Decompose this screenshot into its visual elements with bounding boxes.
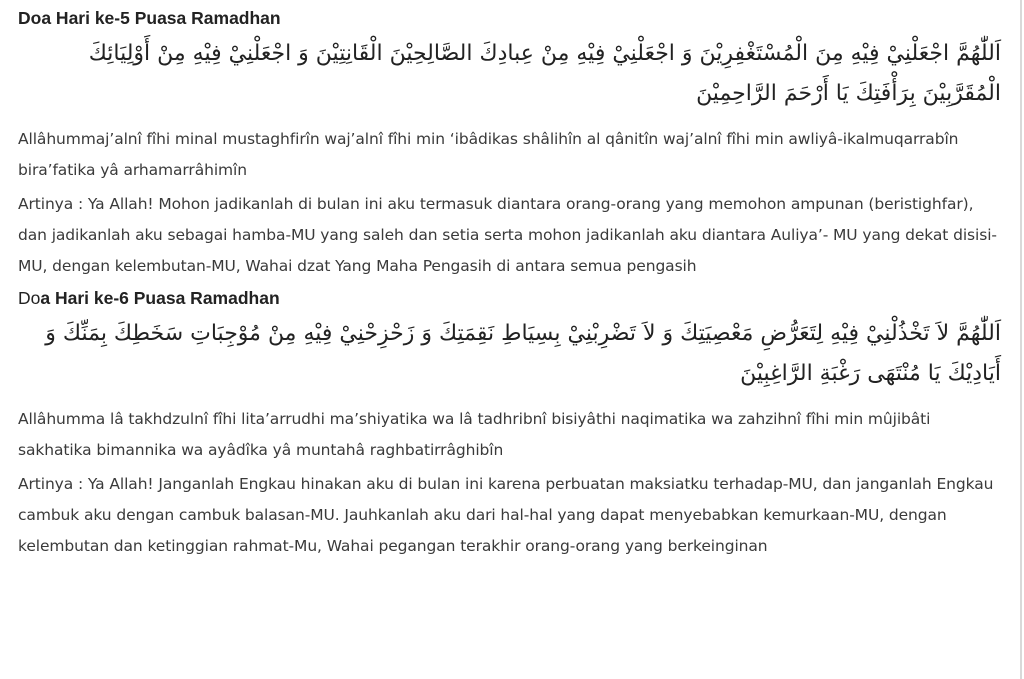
section-heading-day6 (18, 286, 1003, 310)
heading-text: a Hari ke-6 Puasa Ramadhan (40, 288, 280, 308)
article-content (18, 6, 1003, 565)
arabic-prayer-day6: اَللّٰهُمَّ لاَ تَخْذُلْنِيْ فِيْهِ لِتَعَرُّضِ مَعْصِيَتِكَ وَ لاَ تَضْرِبْنِيْ بِسِيَاطِ نَقِمَتِكَ وَ زَحْزِحْنِيْ فِيْهِ مِنْ مُوْجِبَاتِ سَخَطِكَ بِمَنِّكَ وَ أَيَادِيْكَ يَا مُنْتَهَى رَغْبَةِ الرَّاغِبِيْنَ (45, 321, 1001, 386)
arabic-prayer-day5: اَللّٰهُمَّ اجْعَلْنِيْ فِيْهِ مِنَ الْمُسْتَغْفِرِيْنَ وَ اجْعَلْنِيْ فِيْهِ مِنْ عِبادِكَ الصَّالِحِيْنَ الْقَانِتِيْنَ وَ اجْعَلْنِيْ فِيْهِ مِنْ أَوْلِيَائِكَ الْمُقَرَّبِيْنَ بِرَأْفَتِكَ يَا أَرْحَمَ الرَّاحِمِيْنَ (88, 41, 1001, 106)
heading-text: Hari ke-5 Puasa Ramadhan (51, 8, 281, 28)
heading-prefix: Do (18, 288, 41, 308)
heading-prefix: Doa (18, 8, 52, 28)
section-heading-day5 (18, 6, 1003, 30)
transliteration-day5: Allâhummaj’alnî fîhi minal mustaghfirîn waj’alnî fîhi min ‘ibâdikas shâlihîn al qânitîn waj’alnî fîhi min awliyâ-ikalmuqarrabîn bira’fatika yâ arhamarrâhimîn (18, 130, 959, 179)
translation-day6: Artinya : Ya Allah! Janganlah Engkau hinakan aku di bulan ini karena perbuatan maksiatku terhadap-MU, dan janganlah Engkau cambuk aku dengan cambuk balasan-MU. Jauhkanlah aku dari hal-hal yang dapat menyebabkan kemurkaan-MU, dengan kelembutan dan ketinggian rahmat-Mu, Wahai pegangan terakhir orang-orang yang berkeinginan (18, 475, 994, 555)
translation-day5: Artinya : Ya Allah! Mohon jadikanlah di bulan ini aku termasuk diantara orang-orang yang memohon ampunan (beristighfar), dan jadikanlah aku sebagai hamba-MU yang saleh dan setia serta mohon jadikanlah aku diantara Auliya’- MU yang dekat disisi-MU, dengan kelembutan-MU, Wahai dzat Yang Maha Pengasih di antara semua pengasih (18, 195, 997, 275)
transliteration-day6: Allâhumma lâ takhdzulnî fîhi lita’arrudhi ma’shiyatika wa lâ tadhribnî bisiyâthi naqimatika wa zahzihnî fîhi min mûjibâti sakhatika bimannika wa ayâdîka yâ muntahâ raghbatirrâghibîn (18, 410, 931, 459)
